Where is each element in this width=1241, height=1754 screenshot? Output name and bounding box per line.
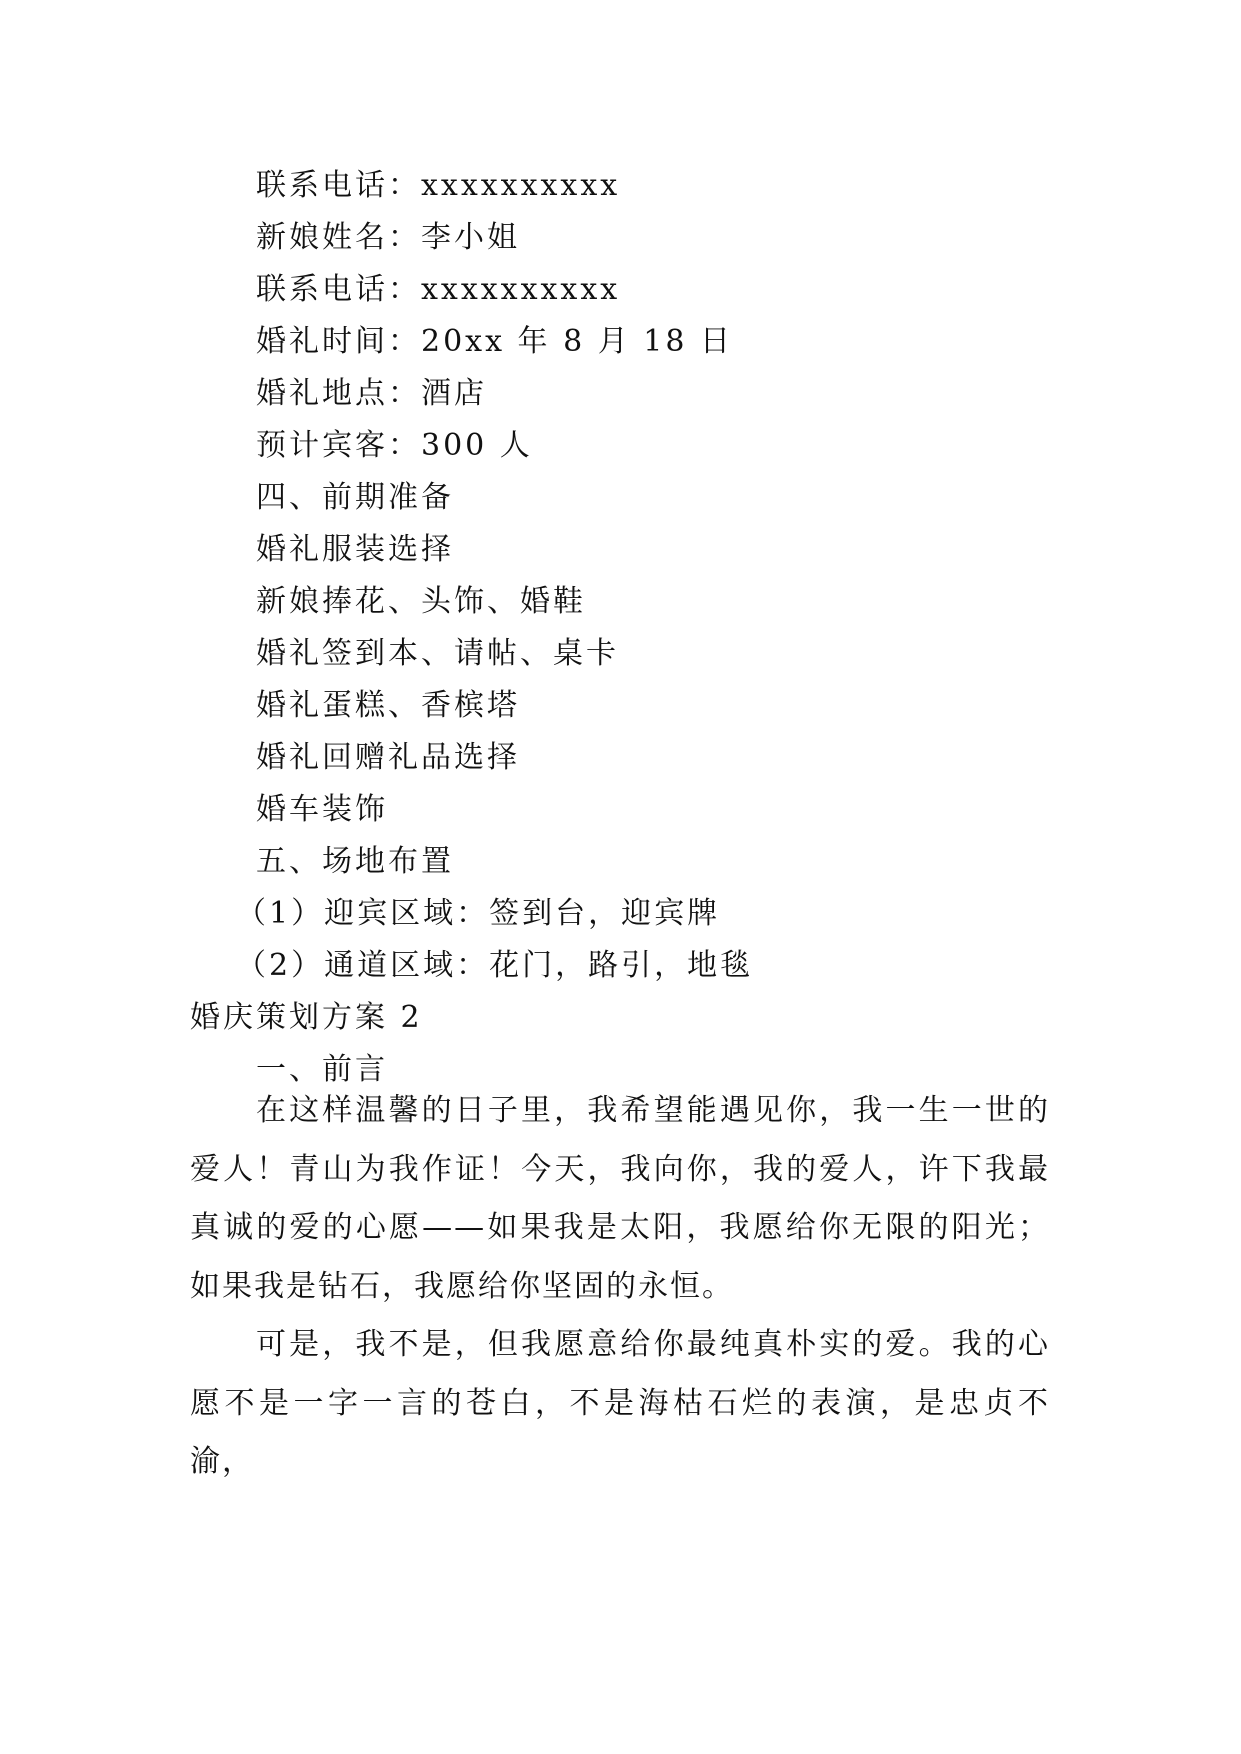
venue-layout-heading: 五、场地布置: [256, 844, 454, 879]
guest-count-line: 预计宾客：300 人: [256, 428, 533, 463]
bride-name-line: 新娘姓名：李小姐: [256, 220, 520, 255]
preparation-heading: 四、前期准备: [256, 480, 454, 515]
prep-item: 婚车装饰: [256, 792, 388, 827]
prep-item: 新娘捧花、头饰、婚鞋: [256, 584, 586, 619]
preface-heading: 一、前言: [256, 1052, 388, 1087]
groom-phone-line: 联系电话：xxxxxxxxxx: [256, 168, 621, 203]
bride-phone-line: 联系电话：xxxxxxxxxx: [256, 272, 621, 307]
prep-item: 婚礼服装选择: [256, 532, 454, 567]
prep-item: 婚礼蛋糕、香槟塔: [256, 688, 520, 723]
wedding-time-line: 婚礼时间：20xx 年 8 月 18 日: [256, 324, 733, 359]
venue-layout-item: （2）通道区域：花门，路引，地毯: [236, 948, 754, 983]
prep-item: 婚礼签到本、请帖、桌卡: [256, 636, 619, 671]
section-title: 婚庆策划方案 2: [190, 1000, 423, 1035]
body-paragraph: 可是，我不是，但我愿意给你最纯真朴实的爱。我的心愿不是一字一言的苍白，不是海枯石烂的表演，是忠贞不渝，: [190, 1327, 1050, 1479]
body-paragraph: 在这样温馨的日子里，我希望能遇见你，我一生一世的爱人！青山为我作证！今天，我向你，我的爱人，许下我最真诚的爱的心愿——如果我是太阳，我愿给你无限的阳光；如果我是钻石，我愿给你坚固的永恒。: [190, 1093, 1050, 1304]
venue-layout-item: （1）迎宾区域：签到台，迎宾牌: [236, 896, 721, 931]
wedding-venue-line: 婚礼地点：酒店: [256, 376, 487, 411]
prep-item: 婚礼回赠礼品选择: [256, 740, 520, 775]
